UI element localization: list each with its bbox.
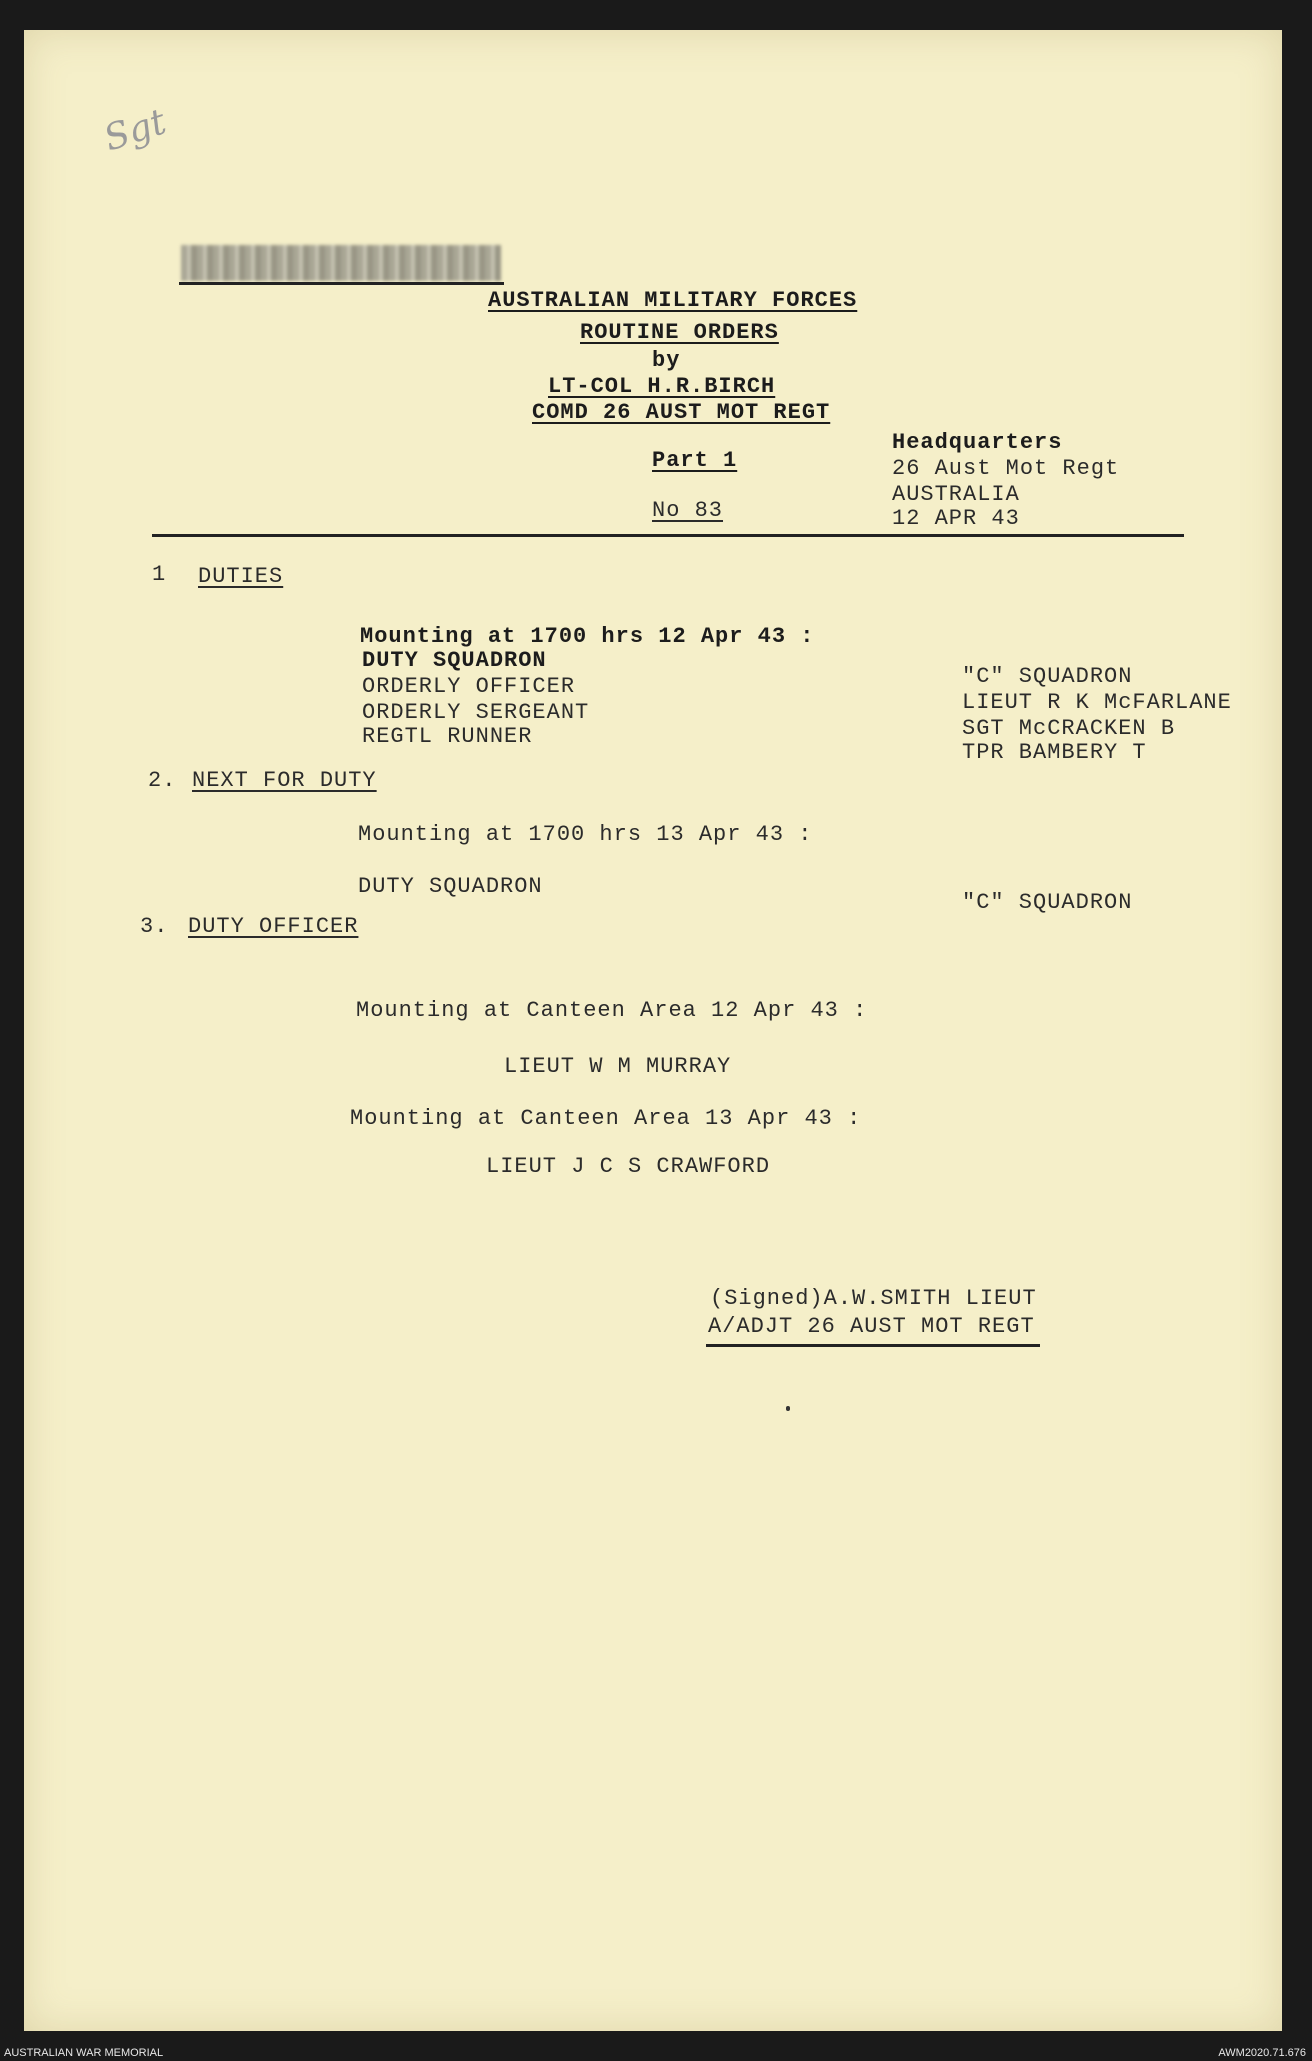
order-number: No 83 <box>652 498 724 523</box>
duty-role-2: ORDERLY SERGEANT <box>362 700 590 725</box>
next-assignee: "C" SQUADRON <box>962 890 1133 915</box>
hq-line2: 26 Aust Mot Regt <box>892 456 1120 481</box>
duty-assignee-3: TPR BAMBERY T <box>962 740 1147 765</box>
part-label: Part 1 <box>652 448 738 473</box>
duty-assignee-2: SGT McCRACKEN B <box>962 716 1176 741</box>
duty-assignee-0: "C" SQUADRON <box>962 664 1133 689</box>
redacted-classification <box>181 245 501 281</box>
header-line5: COMD 26 AUST MOT REGT <box>532 400 831 425</box>
pencil-annotation: Sgt <box>99 101 172 160</box>
header-line2: ROUTINE ORDERS <box>580 320 779 345</box>
signature-underline <box>706 1344 1040 1347</box>
section-3-title: DUTY OFFICER <box>188 914 359 939</box>
footer-right: AWM2020.71.676 <box>1218 2047 1306 2059</box>
header-divider <box>152 534 1184 537</box>
header-line3: by <box>652 348 681 373</box>
redaction-underline <box>179 282 504 285</box>
section-2-title: NEXT FOR DUTY <box>192 768 377 793</box>
duty-assignee-1: LIEUT R K McFARLANE <box>962 690 1232 715</box>
document-page <box>24 30 1282 2031</box>
duty-role-1: ORDERLY OFFICER <box>362 674 576 699</box>
officer-name-2: LIEUT J C S CRAWFORD <box>486 1154 771 1179</box>
section-1-number: 1 <box>152 562 167 587</box>
hq-line1: Headquarters <box>892 430 1063 455</box>
signature-line1: (Signed)A.W.SMITH LIEUT <box>710 1286 1037 1311</box>
section-1-title: DUTIES <box>198 564 284 589</box>
hq-line3: AUSTRALIA <box>892 482 1020 507</box>
next-role: DUTY SQUADRON <box>358 874 543 899</box>
next-mounting: Mounting at 1700 hrs 13 Apr 43 : <box>358 822 813 847</box>
header-line1: AUSTRALIAN MILITARY FORCES <box>488 288 858 313</box>
signature-line2: A/ADJT 26 AUST MOT REGT <box>708 1314 1035 1339</box>
section-2-number: 2. <box>148 768 177 793</box>
footer-left: AUSTRALIAN WAR MEMORIAL <box>4 2047 164 2059</box>
header-line4: LT-COL H.R.BIRCH <box>548 374 776 399</box>
officer-mounting-2: Mounting at Canteen Area 13 Apr 43 : <box>350 1106 862 1131</box>
hq-line4: 12 APR 43 <box>892 506 1020 531</box>
officer-name-1: LIEUT W M MURRAY <box>504 1054 732 1079</box>
section-3-number: 3. <box>140 914 169 939</box>
ink-dot <box>786 1406 790 1411</box>
duties-mounting: Mounting at 1700 hrs 12 Apr 43 : <box>360 624 815 649</box>
duty-role-3: REGTL RUNNER <box>362 724 533 749</box>
duty-role-0: DUTY SQUADRON <box>362 648 547 673</box>
officer-mounting-1: Mounting at Canteen Area 12 Apr 43 : <box>356 998 868 1023</box>
